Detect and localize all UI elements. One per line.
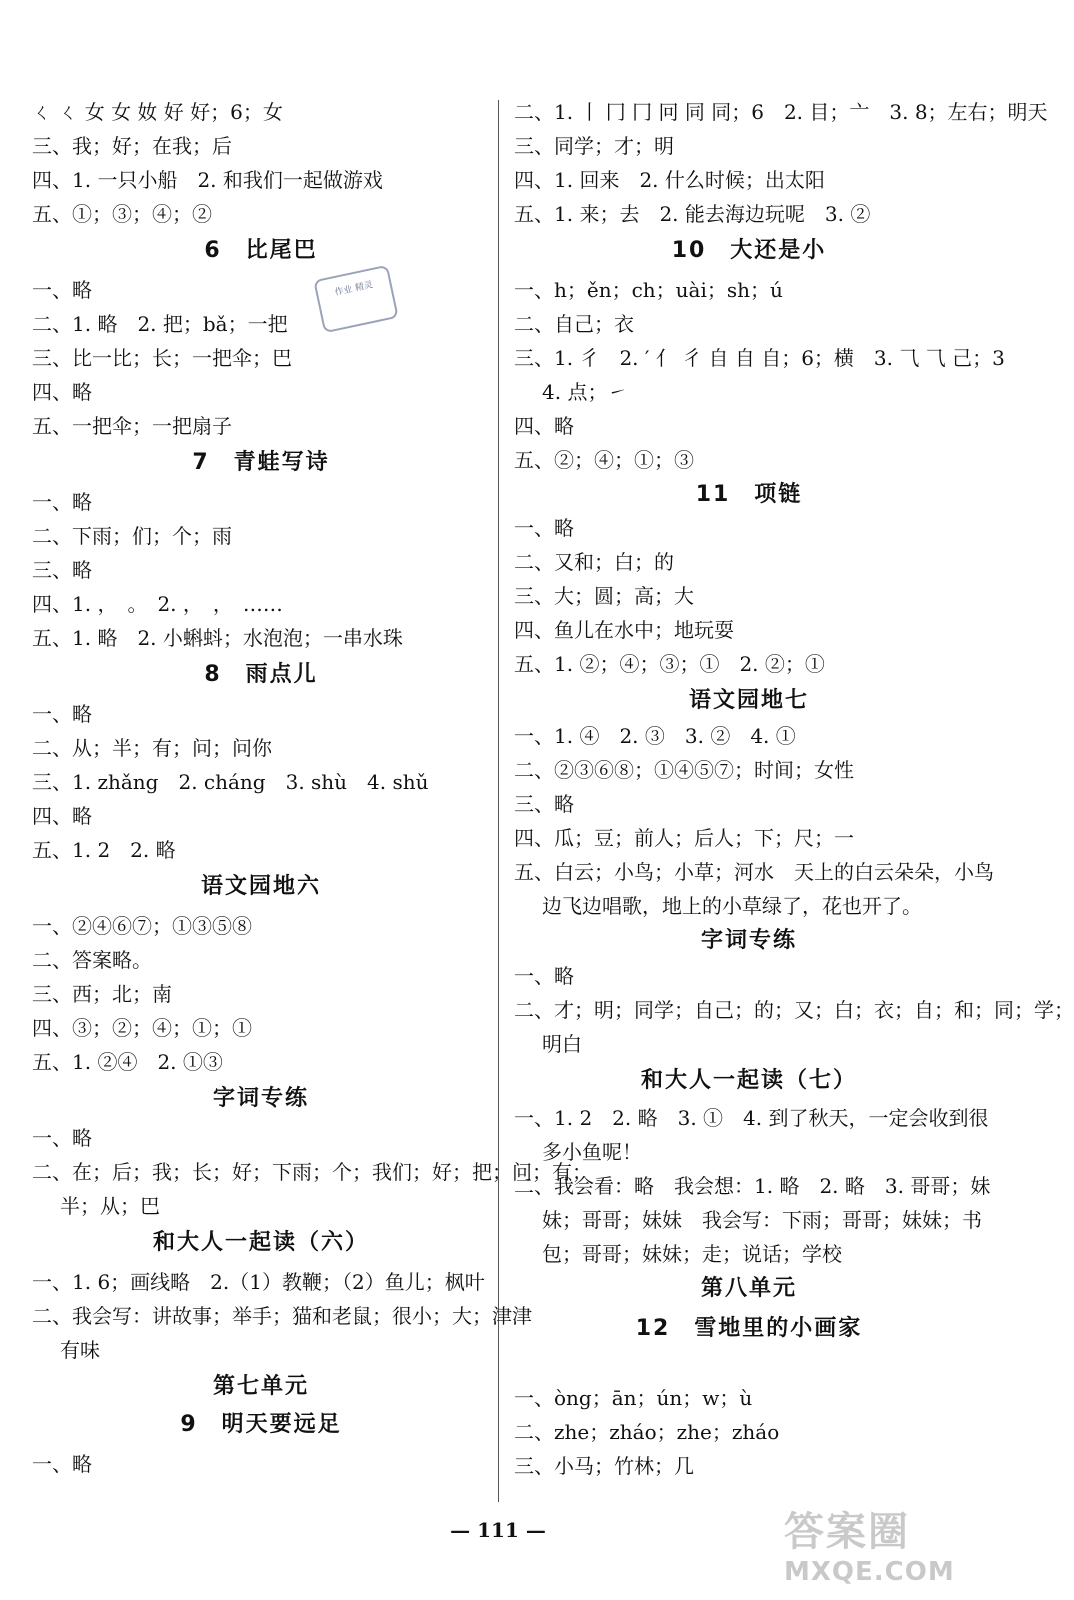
answer-line: 三、略 xyxy=(32,558,92,582)
answer-line: 四、鱼儿在水中；地玩耍 xyxy=(514,618,734,642)
answer-line: 五、1. ②；④；③；① 2. ②；① xyxy=(514,652,825,676)
answer-line: 二、自己；衣 xyxy=(514,312,634,336)
answer-line-continued: 半；从；巴 xyxy=(60,1194,160,1218)
stamp-logo xyxy=(313,265,399,334)
lesson-heading: 10 大还是小 xyxy=(671,238,827,263)
section-heading: 和大人一起读（七） xyxy=(640,1068,857,1093)
answer-line: 一、略 xyxy=(514,516,574,540)
answer-line: 三、西；北；南 xyxy=(32,982,172,1006)
answer-line: 二、从；半；有；问；问你 xyxy=(32,736,272,760)
lesson-heading: 6 比尾巴 xyxy=(204,238,318,263)
answer-line: 一、略 xyxy=(32,1126,92,1150)
answer-line: 五、1. 2 2. 略 xyxy=(32,838,176,862)
section-heading: 语文园地七 xyxy=(688,688,809,713)
answer-line: 一、略 xyxy=(32,1452,92,1476)
answer-line: 一、1. 6；画线略 2.（1）教鞭；（2）鱼儿；枫叶 xyxy=(32,1270,485,1294)
answer-line: 二、才；明；同学；自己；的；又；白；衣；自；和；同；学； xyxy=(514,998,1074,1022)
answer-line: 四、③；②；④；①；① xyxy=(32,1016,252,1040)
watermark-line1: 答案圈 xyxy=(784,1509,910,1555)
answer-line: 二、又和；白；的 xyxy=(514,550,674,574)
answer-line: 二、下雨；们；个；雨 xyxy=(32,524,232,548)
answer-line: 四、1. ， 。 2. ， ， …… xyxy=(32,592,283,616)
answer-line: 三、1. zhǎng 2. cháng 3. shù 4. shǔ xyxy=(32,770,429,794)
lesson-heading: 7 青蛙写诗 xyxy=(192,450,330,475)
section-heading: 字词专练 xyxy=(700,928,797,953)
unit-heading: 第八单元 xyxy=(700,1276,797,1301)
answer-line: ㄑ ㄑ 女 女 奻 好 好；6；女 xyxy=(32,100,283,124)
lesson-heading: 8 雨点儿 xyxy=(204,662,318,687)
section-heading: 语文园地六 xyxy=(200,874,321,899)
answer-line: 一、略 xyxy=(32,278,92,302)
answer-line-continued: 有味 xyxy=(60,1338,100,1362)
answer-line: 三、大；圆；高；大 xyxy=(514,584,694,608)
answer-line: 一、略 xyxy=(32,702,92,726)
answer-line: 四、略 xyxy=(514,414,574,438)
answer-line: 一、h；ěn；ch；uài；sh；ú xyxy=(514,278,783,302)
unit-heading: 第七单元 xyxy=(212,1374,309,1399)
lesson-heading: 9 明天要远足 xyxy=(180,1412,342,1437)
answer-line: 四、略 xyxy=(32,380,92,404)
answer-line-continued: 包；哥哥；妹妹；走；说话；学校 xyxy=(542,1242,842,1266)
answer-line: 一、略 xyxy=(32,490,92,514)
lesson-heading: 12 雪地里的小画家 xyxy=(635,1316,863,1341)
answer-line: 五、1. ②④ 2. ①③ xyxy=(32,1050,223,1074)
answer-line: 一、略 xyxy=(514,964,574,988)
section-heading: 和大人一起读（六） xyxy=(152,1230,369,1255)
answer-line: 二、我会看：略 我会想：1. 略 2. 略 3. 哥哥；妹 xyxy=(514,1174,991,1198)
answer-line: 三、比一比；长；一把伞；巴 xyxy=(32,346,292,370)
answer-line: 一、②④⑥⑦；①③⑤⑧ xyxy=(32,914,252,938)
column-divider xyxy=(498,100,499,1502)
answer-line-continued: 多小鱼呢！ xyxy=(542,1140,642,1164)
answer-line: 五、1. 略 2. 小蝌蚪；水泡泡；一串水珠 xyxy=(32,626,403,650)
answer-line: 三、小马；竹林；几 xyxy=(514,1454,694,1478)
watermark-logo xyxy=(784,1500,974,1590)
section-heading: 字词专练 xyxy=(212,1086,309,1111)
answer-line-continued: 妹；哥哥；妹妹 我会写：下雨；哥哥；妹妹；书 xyxy=(542,1208,982,1232)
page-number: — 111 — xyxy=(450,1518,546,1542)
answer-line: 五、①；③；④；② xyxy=(32,202,212,226)
watermark-line2: MXQE.COM xyxy=(784,1557,955,1587)
answer-line: 二、②③⑥⑧；①④⑤⑦；时间；女性 xyxy=(514,758,854,782)
answer-line: 五、1. 来；去 2. 能去海边玩呢 3. ② xyxy=(514,202,871,226)
answer-line: 四、瓜；豆；前人；后人；下；尺；一 xyxy=(514,826,854,850)
answer-line: 一、òng；ān；ún；w；ù xyxy=(514,1386,753,1410)
answer-line: 三、我；好；在我；后 xyxy=(32,134,232,158)
answer-line: 三、1. 彳 2. ′ 亻 彳 自 自 自；6；横 3. ⺄ ⺄ 己；3 xyxy=(514,346,1005,370)
answer-line: 二、在；后；我；长；好；下雨；个；我们；好；把；问；有； xyxy=(32,1160,592,1184)
answer-line: 二、答案略。 xyxy=(32,948,152,972)
answer-line: 二、我会写：讲故事；举手；猫和老鼠；很小；大；津津 xyxy=(32,1304,532,1328)
answer-line: 四、1. 回来 2. 什么时候；出太阳 xyxy=(514,168,825,192)
answer-line: 三、略 xyxy=(514,792,574,816)
lesson-heading: 11 项链 xyxy=(695,482,803,507)
answer-line: 二、1. 丨 冂 冂 冋 同 同；6 2. 目；亠 3. 8；左右；明天 xyxy=(514,100,1048,124)
answer-line: 五、②；④；①；③ xyxy=(514,448,694,472)
answer-line: 五、白云；小鸟；小草；河水 天上的白云朵朵，小鸟 xyxy=(514,860,994,884)
answer-line: 一、1. ④ 2. ③ 3. ② 4. ① xyxy=(514,724,796,748)
answer-line-continued: 明白 xyxy=(542,1032,582,1056)
answer-line: 一、1. 2 2. 略 3. ① 4. 到了秋天，一定会收到很 xyxy=(514,1106,989,1130)
answer-line: 五、一把伞；一把扇子 xyxy=(32,414,232,438)
answer-line: 三、同学；才；明 xyxy=(514,134,674,158)
answer-line: 二、1. 略 2. 把；bǎ；一把 xyxy=(32,312,288,336)
answer-line: 四、略 xyxy=(32,804,92,828)
answer-line-continued: 4. 点；㇀ xyxy=(542,380,628,404)
answer-line: 二、zhe；zháo；zhe；zháo xyxy=(514,1420,780,1444)
stamp-text: 作业 精灵 xyxy=(333,280,374,299)
answer-line-continued: 边飞边唱歌，地上的小草绿了，花也开了。 xyxy=(542,894,922,918)
answer-line: 四、1. 一只小船 2. 和我们一起做游戏 xyxy=(32,168,383,192)
